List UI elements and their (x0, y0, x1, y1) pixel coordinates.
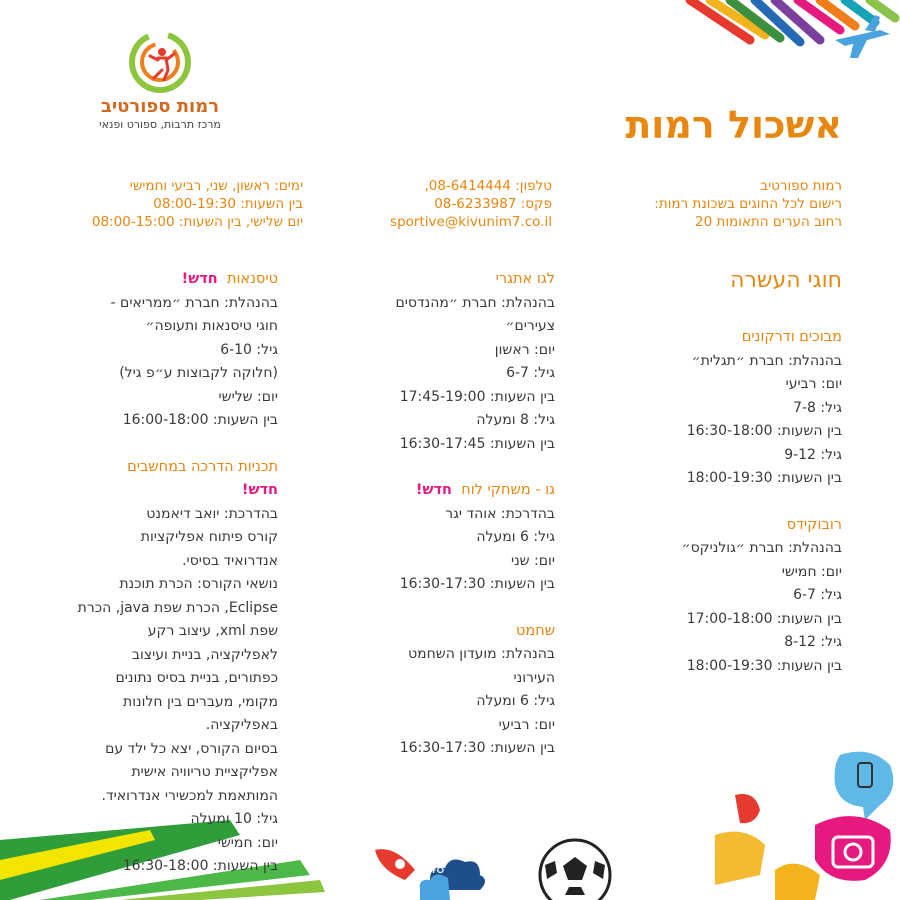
activity-line: בין השעות: 18:00-19:30 (686, 657, 842, 674)
activity-heading (340, 479, 555, 503)
rocket-cloud-decoration (370, 840, 520, 900)
activity-line: גיל: 6-7 (506, 365, 555, 381)
soccer-ball-decoration (535, 835, 615, 900)
activity-line: בין השעות: 16:00-18:00 (122, 412, 278, 428)
activity-heading: שחמט (516, 622, 555, 639)
activity-line: קורס פיתוח אפליקציות (140, 529, 278, 545)
activity-line: בהדרכת: יואב דיאמנט (146, 505, 278, 522)
activity-line: המותאמת למכשירי אנדרואיד. (101, 787, 278, 804)
activity-line: יום: שלישי (218, 388, 278, 405)
ramot-sportive-logo (80, 30, 240, 131)
activity-line: כפתורים, בניית בסיס נתונים (115, 670, 278, 686)
activity-line: יום: ראשון (494, 341, 555, 358)
activity-line: גיל: 6-7 (793, 587, 842, 603)
activity-line: גיל: 8-12 (784, 634, 842, 650)
colored-pencils-decoration (680, 0, 900, 70)
social-media-icons-decoration (715, 735, 900, 900)
activity-line: בהנהלת: מועדון השחמט (408, 646, 555, 662)
activity-line: יום: שני (510, 552, 555, 569)
activity-line: בין השעות: 18:00-19:30 (686, 470, 842, 486)
activity-line: בין השעות: 17:00-18:00 (686, 610, 842, 627)
activity-heading-text: טיסנאות (226, 271, 278, 287)
activity-line: אפליקציית טריוויה אישית (131, 764, 278, 780)
activity-line: מקומי, מעברים בין חלונות (123, 693, 278, 710)
activity-line: שפת xml, עיצוב רקע (147, 623, 278, 639)
new-badge: חדש! (181, 271, 218, 287)
activity-line: יום: רביעי (785, 376, 842, 392)
activity-line: העירוני (513, 669, 555, 686)
activity-line: בין השעות: 16:30-18:00 (686, 423, 842, 439)
activity-line: גיל: 6 ומעלה (476, 693, 555, 709)
activity-heading: מבוכים ודרקונים (741, 329, 842, 345)
new-badge: חדש! (241, 482, 278, 498)
contact-info (352, 177, 552, 231)
activity-line: בין השעות: 17:45-19:00 (399, 388, 555, 405)
logo-name: רמות ספורטיב (100, 96, 220, 117)
phone-line: טלפון: 08-6414444, (424, 178, 552, 194)
activity-line: אנדרואיד בסיסי. (182, 552, 278, 569)
activity-line: Eclipse, הכרת שפת java, הכרת (77, 599, 278, 616)
fax-line: פקס: 08-6233987 (434, 196, 552, 212)
info-line: בין השעות: 08:00-19:30 (153, 196, 303, 212)
section-heading: חוגי העשרה (730, 268, 842, 293)
activities-column-right (602, 326, 842, 678)
info-line: רמות ספורטיב (760, 178, 842, 194)
activity-line: גיל: 9-12 (784, 446, 842, 463)
activity-line: בהנהלת: חברת ״תגלית״ (691, 352, 842, 369)
info-line: רישום לכל החוגים בשכונת רמות: (654, 196, 842, 212)
activity-line: בהנהלת: חברת ״גולניקס״ (681, 540, 842, 556)
activity-line: יום: חמישי (781, 563, 842, 580)
email-link[interactable]: sportive@kivunim7.co.il (390, 214, 552, 230)
activity-line: צעירים״ (505, 318, 555, 334)
info-line: רחוב הערים התאומות 20 (695, 214, 842, 230)
logo-emblem-icon (128, 30, 192, 94)
activity-line: בהנהלת: חברת ״מהנדסים (395, 294, 555, 311)
activity-line: בהדרכת: אוהד יגר (445, 505, 555, 522)
page-number: 48 (428, 862, 445, 877)
activities-column-left (48, 268, 278, 879)
activity-line: בסיום הקורס, יצא כל ילד עם (105, 740, 278, 757)
info-line: יום שלישי, בין השעות: 08:00-15:00 (91, 214, 303, 230)
opening-hours-info (63, 177, 303, 231)
logo-subtitle: מרכז תרבות, ספורט ופנאי (99, 118, 221, 131)
activity-line: בין השעות: 16:30-17:30 (399, 576, 555, 592)
registration-info (572, 177, 842, 231)
activity-line: (חלוקה לקבוצות ע״פ גיל) (119, 365, 278, 381)
activity-line: יום: חמישי (217, 834, 278, 851)
activity-line: בין השעות: 16:30-18:00 (122, 858, 278, 874)
activity-line: גיל: 6 ומעלה (476, 529, 555, 545)
activity-line: חוגי טיסנאות ותעופה״ (145, 318, 278, 334)
activity-line: לאפליקציה, בניית ועיצוב (131, 646, 278, 663)
activity-heading: רובוקידס (786, 516, 842, 533)
activity-line: גיל: 10 ומעלה (190, 811, 278, 827)
activity-heading-text: גו - משחקי לוח (461, 482, 555, 498)
activity-heading: לגו אתגרי (495, 271, 555, 287)
activity-line: בין השעות: 16:30-17:30 (399, 740, 555, 756)
activity-line: בהנהלת: חברת ״ממריאים - (110, 294, 278, 311)
activity-heading (48, 268, 278, 292)
activity-heading: תכניות הדרכה במחשבים (127, 458, 278, 475)
activity-line: בין השעות: 16:30-17:45 (399, 435, 555, 452)
activity-line: יום: רביעי (498, 716, 555, 733)
page-title: אשכול רמות (625, 103, 842, 147)
activity-line: באפליקציה. (205, 717, 278, 733)
info-line: ימים: ראשון, שני, רביעי וחמישי (129, 178, 303, 194)
activity-line: נושאי הקורס: הכרת תוכנת (119, 576, 278, 592)
activity-line: גיל: 8 ומעלה (476, 412, 555, 428)
activity-line: גיל: 7-8 (793, 399, 842, 416)
new-badge: חדש! (415, 482, 452, 498)
activity-line: גיל: 6-10 (220, 341, 278, 358)
activities-column-middle (340, 268, 555, 761)
